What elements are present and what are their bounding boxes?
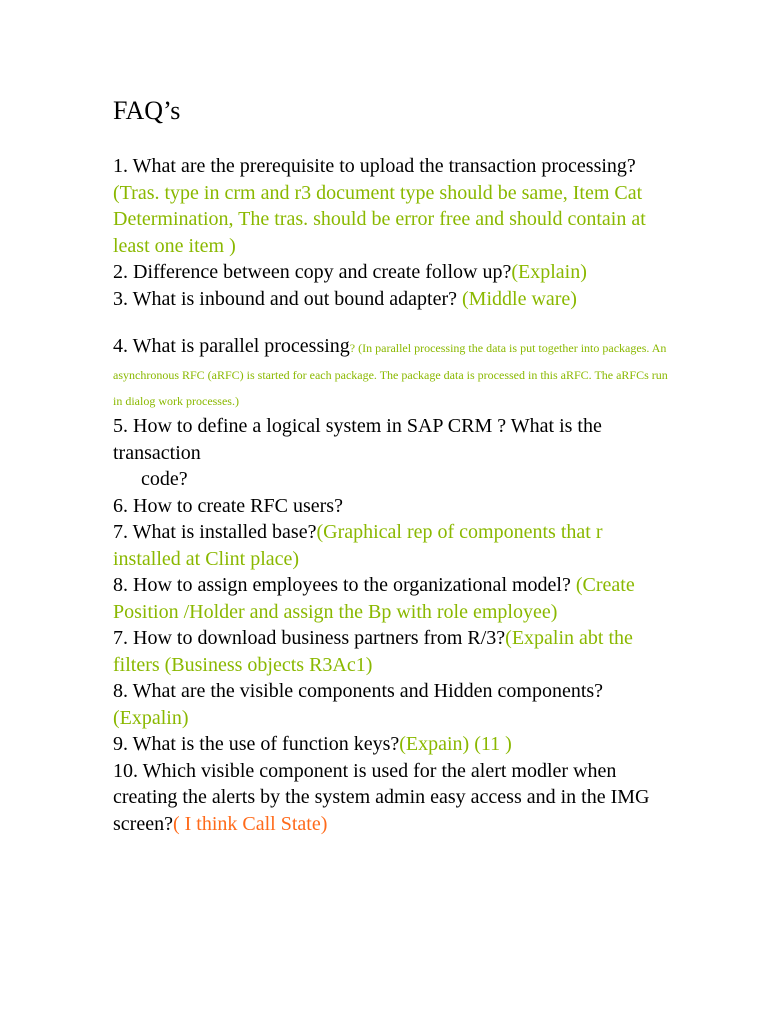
faq-item-4 (113, 333, 673, 413)
faq-item-5 (113, 413, 673, 466)
faq-question-7: 7. What is installed base? (113, 521, 317, 543)
faq-question-10: 8. What are the visible components and Hidden components? (113, 680, 604, 702)
faq-block-3 (113, 413, 673, 837)
faq-block-2 (113, 333, 673, 413)
faq-question-8: 8. How to assign employees to the organizational model? (113, 574, 576, 596)
faq-answer-1: (Tras. type in crm and r3 document type should be same, Item Cat Determination, The tras. should be error free and should contain at least one item ) (113, 181, 646, 257)
faq-question-11: 9. What is the use of function keys? (113, 733, 400, 755)
faq-item-7 (113, 519, 673, 572)
faq-item-3 (113, 286, 673, 313)
faq-answer-12: ( I think Call State) (172, 812, 328, 835)
faq-answer-8: (Create Position /Holder and assign the Bp with role employee) (113, 574, 635, 623)
faq-answer-7: (Graphical rep of components that r installed at Clint place) (113, 521, 603, 570)
faq-block-1 (113, 153, 673, 312)
faq-item-9 (113, 625, 673, 678)
faq-item-1 (113, 153, 673, 259)
faq-question-12: 10. Which visible component is used for the alert modler when creating the alerts by the system admin easy access and in the IMG screen? (113, 759, 650, 835)
faq-answer-11: (Expain) (11 ) (399, 733, 512, 755)
faq-question-9: 7. How to download business partners from R/3? (113, 627, 506, 649)
faq-item-12 (113, 758, 673, 838)
faq-question-2: 2. Difference between copy and create follow up? (113, 261, 512, 283)
faq-answer-9: (Expalin abt the filters (Business objects R3Ac1) (113, 627, 633, 676)
page-title: FAQ’s (113, 96, 181, 125)
faq-question-6: 6. How to create RFC users? (113, 494, 343, 517)
faq-item-6 (113, 493, 673, 520)
faq-answer-4: ? (In parallel processing the data is put together into packages. An asynchronous RFC (aRFC) is started for each package. The package data is processed in this aRFC. The aRFCs run in dialog work processes.) (113, 341, 668, 408)
faq-item-11 (113, 731, 673, 758)
faq-item-10 (113, 678, 673, 731)
faq-answer-3: (Middle ware) (462, 287, 577, 310)
faq-answer-2: (Explain) (511, 261, 587, 283)
faq-question-3: 3. What is inbound and out bound adapter? (113, 287, 463, 310)
faq-item-2 (113, 259, 673, 286)
faq-answer-10: (Expalin) (113, 706, 189, 729)
faq-question-4: 4. What is parallel processing (113, 335, 350, 357)
faq-question-5: 5. How to define a logical system in SAP CRM ? What is the transaction (113, 415, 602, 464)
faq-question-5-continuation: code? (141, 468, 188, 490)
faq-question-1: 1. What are the prerequisite to upload the transaction processing? (113, 155, 636, 177)
faq-item-8 (113, 572, 673, 625)
